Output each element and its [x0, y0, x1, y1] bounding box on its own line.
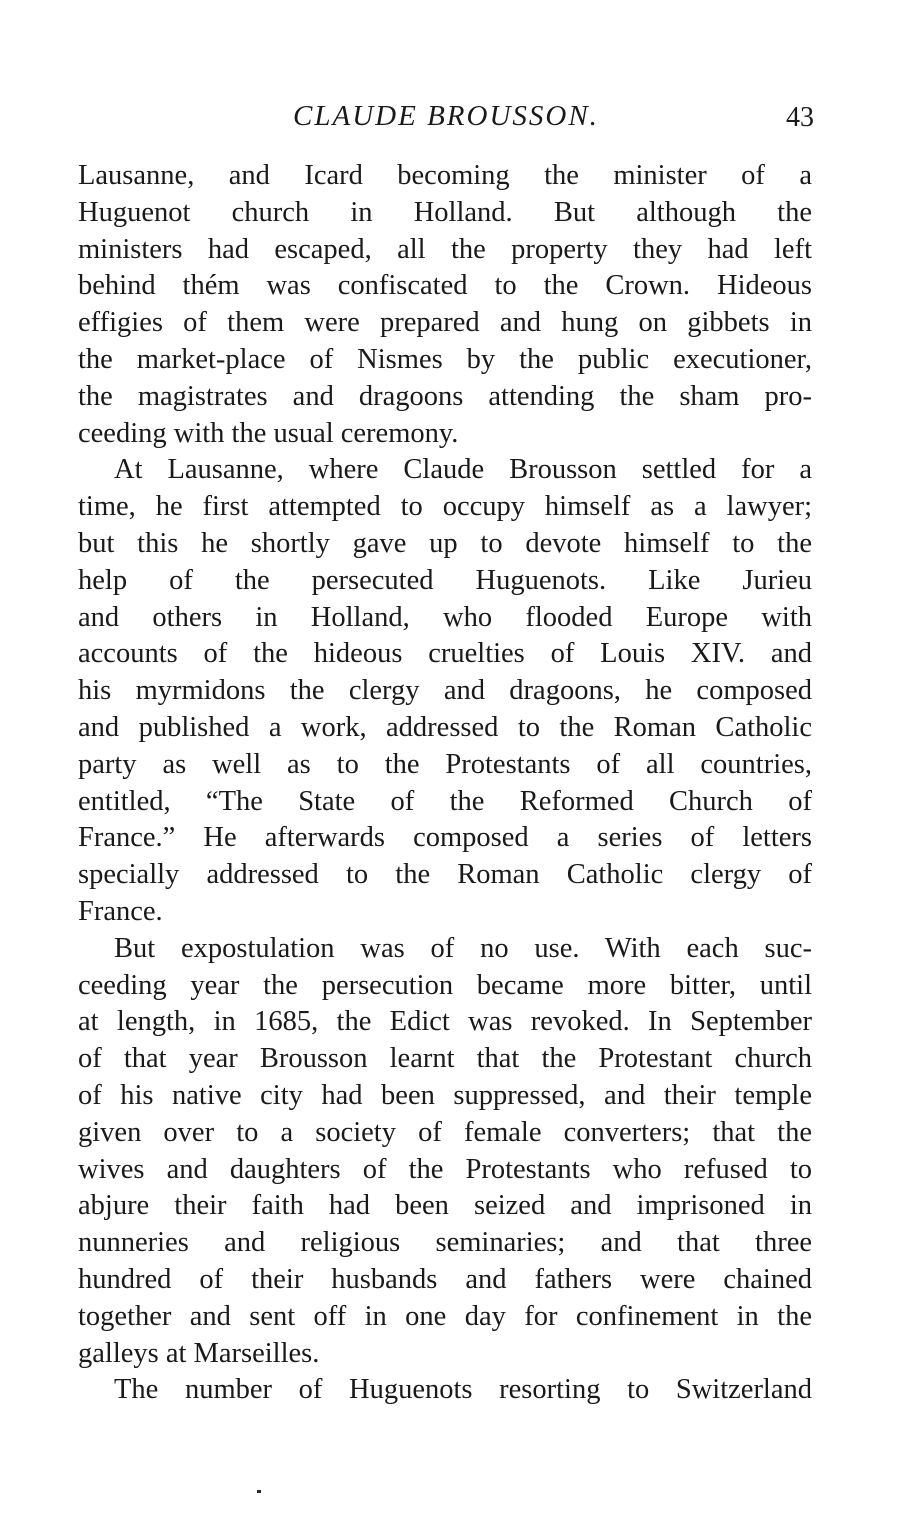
text-line: and others in Holland, who flooded Europe with	[78, 601, 812, 633]
running-head	[78, 100, 814, 140]
text-line: of his native city had been suppressed, and their temple	[78, 1079, 812, 1111]
text-line: but this he shortly gave up to devote himself to the	[78, 527, 812, 559]
body-text	[78, 158, 812, 1409]
running-title: CLAUDE BROUSSON.	[293, 100, 599, 132]
text-line: Lausanne, and Icard becoming the minister of a	[78, 160, 812, 191]
text-line: entitled, “The State of the Reformed Church of	[78, 785, 812, 817]
text-line: of that year Brousson learnt that the Protestant church	[78, 1043, 812, 1075]
text-line: given over to a society of female converters; that the	[78, 1116, 812, 1148]
text-line: wives and daughters of the Protestants who refused to	[78, 1153, 812, 1185]
text-line: specially addressed to the Roman Catholic clergy of	[78, 859, 812, 891]
text-line: abjure their faith had been seized and imprisoned in	[78, 1190, 812, 1222]
text-line: at length, in 1685, the Edict was revoked. In September	[78, 1006, 812, 1038]
text-line: behind thém was confiscated to the Crown. Hideous	[78, 270, 812, 302]
text-line: galleys at Marseilles.	[78, 1337, 320, 1369]
text-line: Huguenot church in Holland. But although the	[78, 196, 812, 228]
text-line: accounts of the hideous cruelties of Louis XIV. and	[78, 638, 812, 670]
text-line: nunneries and religious seminaries; and that three	[78, 1227, 812, 1259]
text-line: the market-place of Nismes by the public executioner,	[78, 343, 812, 375]
text-line: together and sent off in one day for confinement in the	[78, 1300, 812, 1332]
text-line: effigies of them were prepared and hung on gibbets in	[78, 307, 812, 339]
text-line: ministers had escaped, all the property they had left	[78, 233, 812, 265]
text-line: hundred of their husbands and fathers were chained	[78, 1263, 812, 1295]
text-line: time, he first attempted to occupy himself as a lawyer;	[78, 491, 812, 523]
print-speck	[257, 1490, 261, 1493]
text-line: party as well as to the Protestants of all countries,	[78, 748, 812, 780]
page-number: 43	[786, 102, 814, 133]
text-line: and published a work, addressed to the Roman Catholic	[78, 711, 812, 743]
text-line: At Lausanne, where Claude Brousson settled for a	[114, 454, 812, 486]
text-line: help of the persecuted Huguenots. Like Jurieu	[78, 564, 812, 596]
text-line: France.	[78, 895, 163, 927]
text-line: his myrmidons the clergy and dragoons, he composed	[78, 675, 812, 707]
text-line: ceeding with the usual ceremony.	[78, 417, 459, 449]
text-line: the magistrates and dragoons attending the sham pro-	[78, 380, 812, 412]
text-line: ceeding year the persecution became more bitter, until	[78, 969, 812, 1001]
text-line: France.” He afterwards composed a series of letters	[78, 822, 812, 854]
text-line: But expostulation was of no use. With each suc-	[114, 932, 812, 964]
text-line: The number of Huguenots resorting to Switzerland	[114, 1374, 812, 1406]
